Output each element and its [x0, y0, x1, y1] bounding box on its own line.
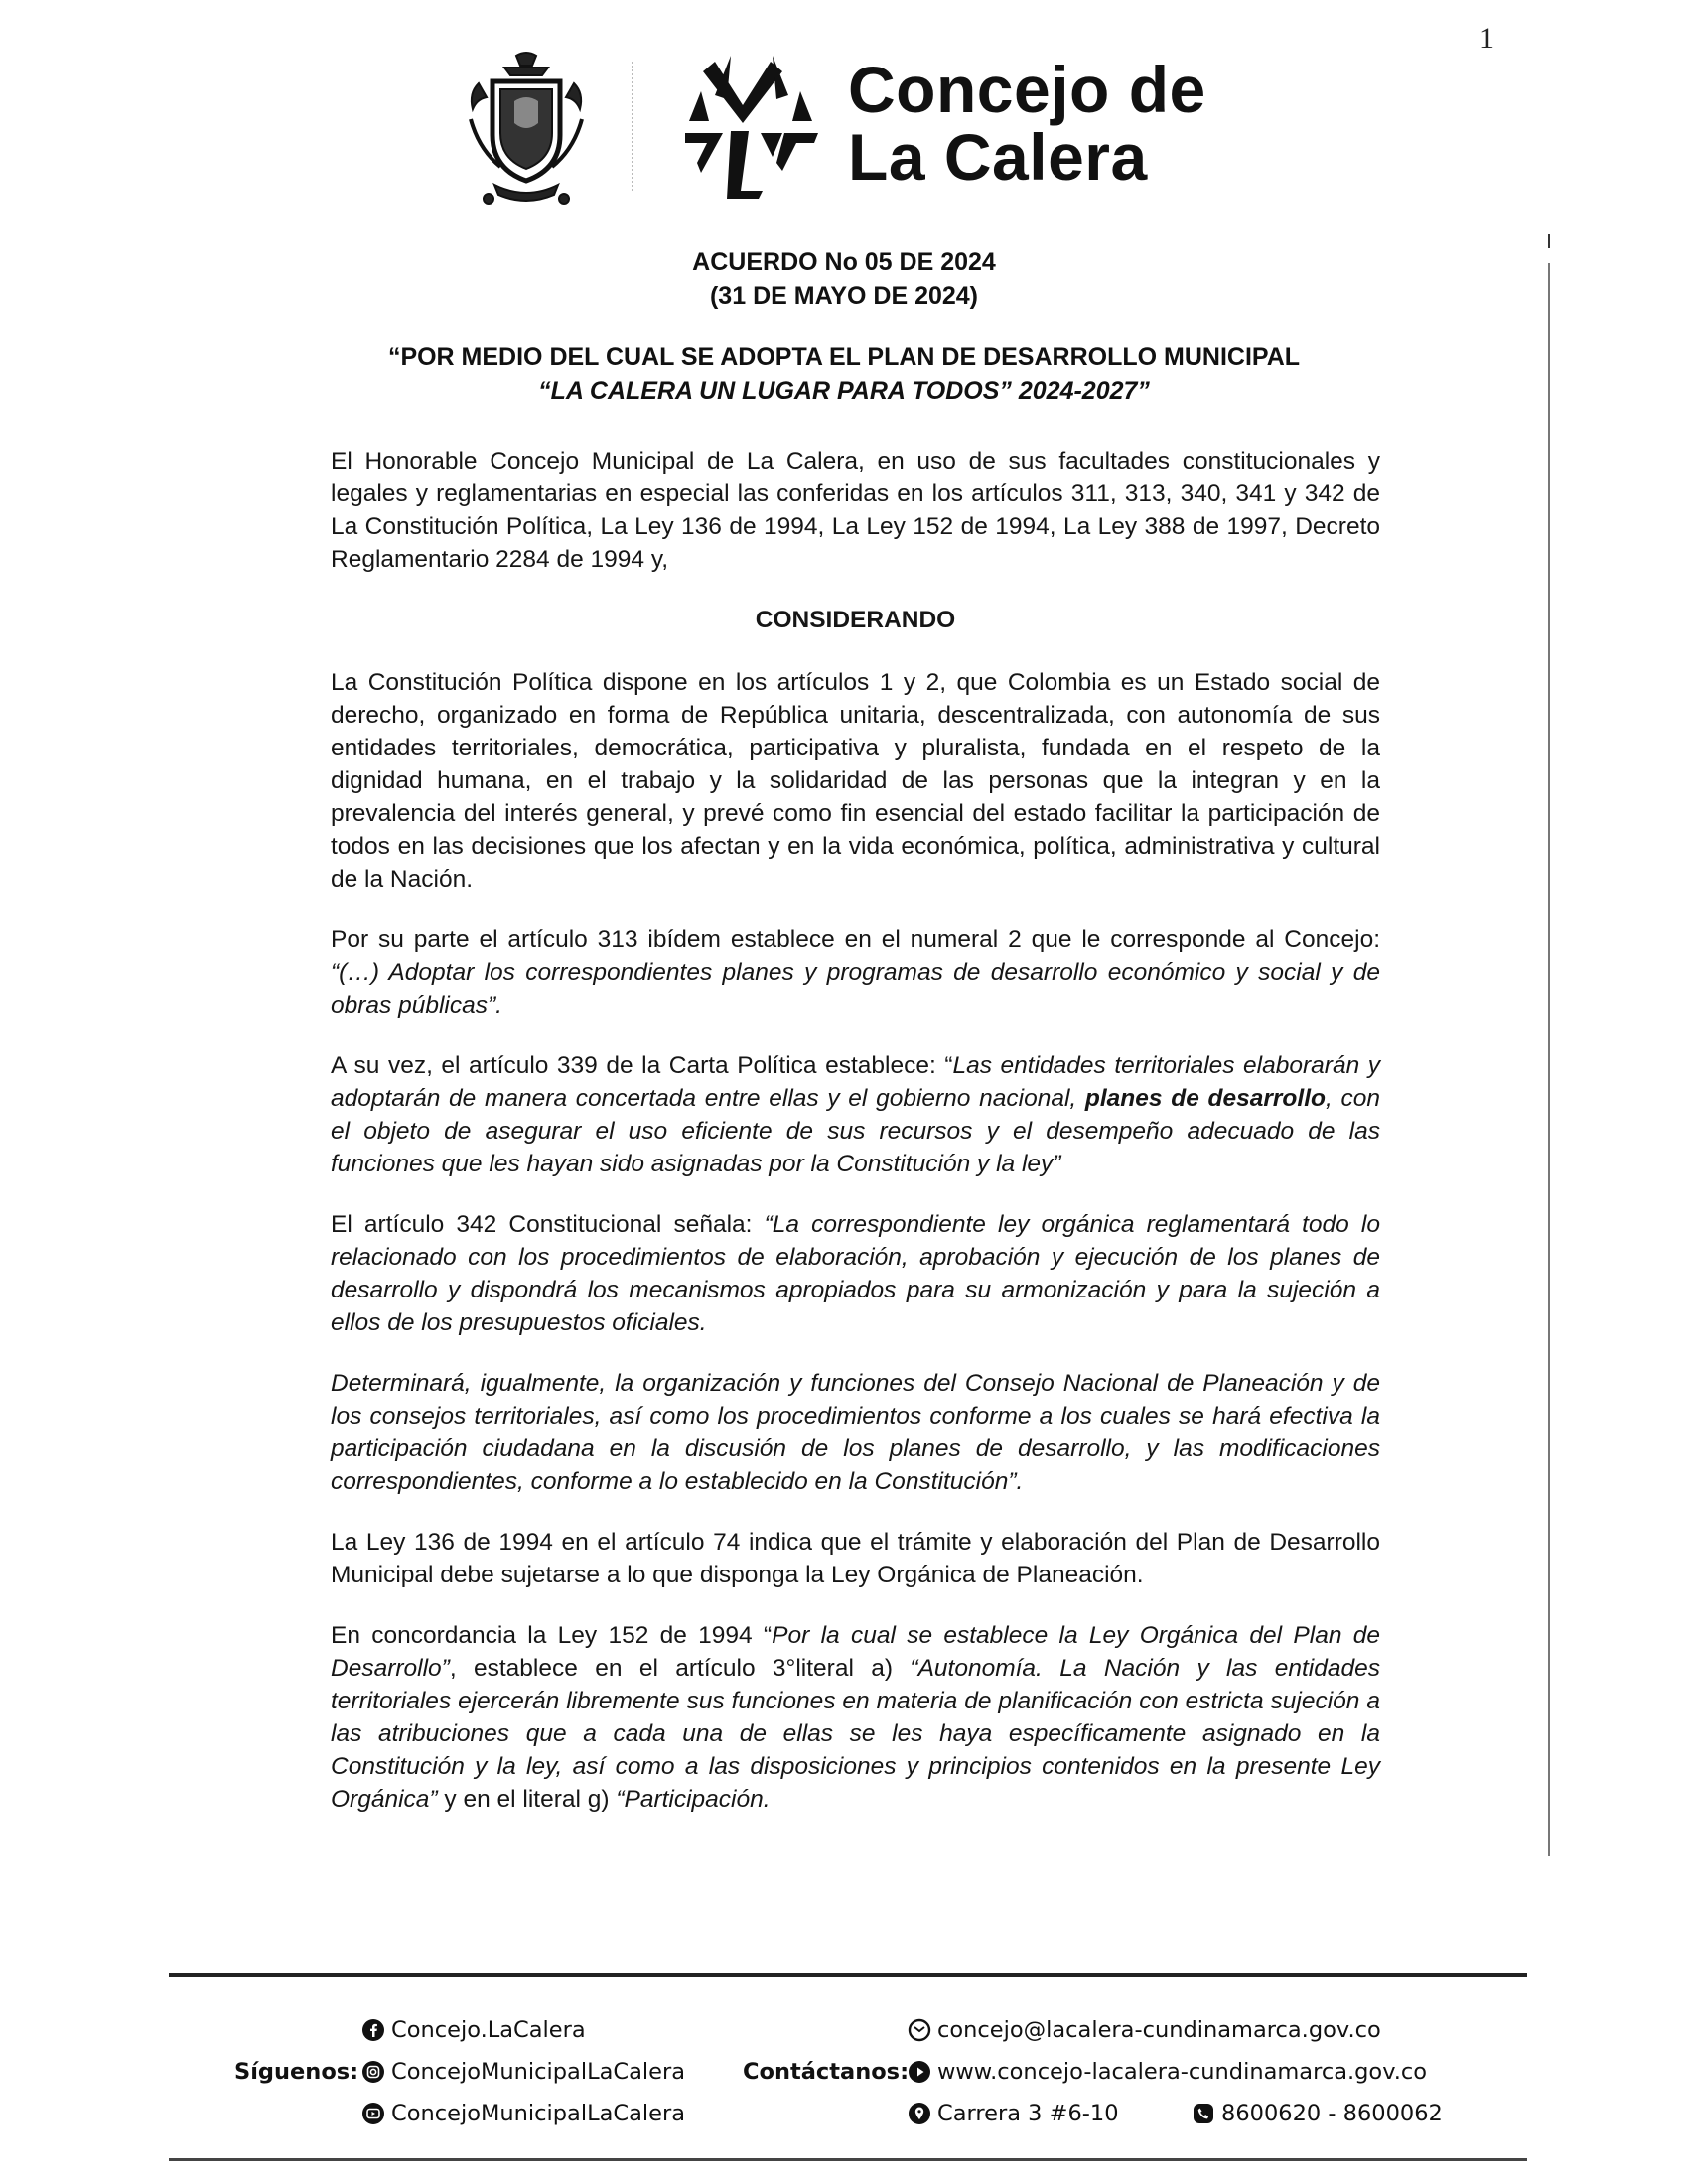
contact-label: Contáctanos: — [743, 2059, 910, 2085]
address-text: Carrera 3 #6-10 — [937, 2101, 1119, 2126]
facebook-handle: Concejo.LaCalera — [391, 2017, 586, 2043]
location-icon — [908, 2102, 931, 2125]
document-body — [331, 445, 1380, 1843]
phone-numbers: 8600620 - 8600062 — [1221, 2101, 1443, 2126]
phone-item — [1192, 2101, 1443, 2126]
follow-label: Síguenos: — [234, 2059, 359, 2085]
crest-emblem-icon — [465, 50, 588, 208]
margin-tick — [1548, 234, 1550, 248]
email-link[interactable] — [908, 2017, 1381, 2043]
website-link[interactable] — [908, 2059, 1427, 2085]
web-icon — [908, 2060, 931, 2084]
plan-name: “LA CALERA UN LUGAR PARA TODOS” 2024-2027” — [538, 377, 1150, 405]
concejo-logo-mark-icon — [681, 52, 820, 201]
article-339-quote-a: Las entidades territoriales elaborarán y adoptarán de manera concertada entre ellas y el gobierno nacional, — [331, 1052, 1380, 1112]
logo-line-1: Concejo de — [848, 53, 1206, 126]
article-339-lead: A su vez, el artículo 339 de la Carta Política establece: “ — [331, 1052, 953, 1079]
ley-152-mid: , establece en el artículo 3°literal a) — [449, 1655, 911, 1682]
page-number-mark: 1 — [1479, 22, 1494, 55]
address-item — [908, 2101, 1119, 2126]
footer — [0, 2007, 1688, 2146]
article-342-quote: “La correspondiente ley orgánica reglamentará todo lo relacionado con los procedimientos de elaboración, aprobación y ejecución de los planes de desarrollo y dispondrá los mecanismos apropiados para su armonización y para la sujeción a ellos de los presupuestos oficiales. — [331, 1211, 1381, 1336]
article-313-quote: “(…) Adoptar los correspondientes planes y programas de desarrollo económico y social y de obras públicas”. — [331, 959, 1380, 1019]
instagram-icon — [361, 2060, 385, 2084]
instagram-link[interactable] — [361, 2059, 685, 2085]
margin-rule — [1548, 263, 1550, 1856]
paragraph-determinara — [331, 1367, 1380, 1498]
paragraph-ley-152 — [331, 1619, 1380, 1816]
article-342-lead: El artículo 342 Constitucional señala: — [331, 1211, 765, 1238]
facebook-link[interactable] — [361, 2017, 586, 2043]
concejo-logo-text — [848, 53, 1206, 194]
acuerdo-subject: “POR MEDIO DEL CUAL SE ADOPTA EL PLAN DE DESARROLLO MUNICIPAL — [387, 343, 1301, 371]
website-url: www.concejo-lacalera-cundinamarca.gov.co — [937, 2059, 1428, 2085]
ley-152-tail: y en el literal g) — [437, 1786, 617, 1813]
email-icon — [908, 2018, 931, 2042]
paragraph-article-342 — [331, 1208, 1380, 1339]
article-313-lead: Por su parte el artículo 313 ibídem establece en el numeral 2 que le corresponde al Concejo: — [331, 926, 1380, 953]
youtube-icon — [361, 2102, 385, 2125]
article-339-quote-b: , con el objeto de asegurar el uso eficiente de sus recursos y el desempeño adecuado de las funciones que les hayan sido asignadas por la Constitución y la ley” — [331, 1085, 1380, 1177]
paragraph-article-339 — [331, 1049, 1380, 1180]
paragraph-constitution: La Constitución Política dispone en los artículos 1 y 2, que Colombia es un Estado social de derecho, organizado en forma de República unitaria, descentralizada, con autonomía de sus entidades territoriales, democrática, participativa y pluralista, fundada en el respeto de la dignidad humana, en el trabajo y la solidaridad de las personas que la integran y en la prevalencia del interés general, y prevé como fin esencial del estado facilitar la participación de todos en las decisiones que los afectan y en la vida económica, política, administrativa y cultural de la Nación. — [331, 669, 1380, 892]
paragraph-article-313 — [331, 923, 1380, 1022]
footer-top-rule — [169, 1973, 1527, 1977]
facebook-icon — [361, 2018, 385, 2042]
article-339-bold: planes de desarrollo — [1084, 1085, 1326, 1112]
youtube-handle: ConcejoMunicipalLaCalera — [391, 2101, 686, 2126]
determinara-quote: Determinará, igualmente, la organización y funciones del Consejo Nacional de Planeación y de los consejos territoriales, así como los procedimientos conforme a los cuales se hará efectiva la participación ciudadana en la discusión de los planes de desarrollo, y las modificaciones correspondientes, conforme a lo establecido en la Constitución”. — [331, 1370, 1380, 1495]
header-divider — [632, 62, 633, 191]
footer-bottom-rule — [169, 2158, 1527, 2161]
considerando-heading: CONSIDERANDO — [755, 607, 956, 633]
ley-152-lead: En concordancia la Ley 152 de 1994 “ — [331, 1622, 773, 1649]
instagram-handle: ConcejoMunicipalLaCalera — [391, 2059, 686, 2085]
email-address: concejo@lacalera-cundinamarca.gov.co — [937, 2017, 1381, 2043]
preamble-paragraph: El Honorable Concejo Municipal de La Calera, en uso de sus facultades constitucionales y legales y reglamentarias en especial las conferidas en los artículos 311, 313, 340, 341 y 342 de La Constitución Política, La Ley 136 de 1994, La Ley 152 de 1994, La Ley 388 de 1997, Decreto Reglamentario 2284 de 1994 y, — [331, 448, 1380, 573]
logo-line-2: La Calera — [848, 120, 1148, 194]
youtube-link[interactable] — [361, 2101, 685, 2126]
phone-icon — [1192, 2102, 1215, 2125]
ley-152-quote-2: “Autonomía. La Nación y las entidades territoriales ejercerán libremente sus funciones en materia de planificación con estricta sujeción a las atribuciones que a cada una de ellas se les haya específicamente asignado en la Constitución y la ley, así como a las disposiciones y principios contenidos en la presente Ley Orgánica” — [331, 1655, 1380, 1813]
ley-152-quote-3: “Participación. — [616, 1786, 771, 1813]
paragraph-ley-136: La Ley 136 de 1994 en el artículo 74 indica que el trámite y elaboración del Plan de Desarrollo Municipal debe sujetarse a lo que disponga la Ley Orgánica de Planeación. — [331, 1529, 1380, 1588]
acuerdo-number: ACUERDO No 05 DE 2024 — [692, 248, 996, 276]
ley-152-quote-1: Por la cual se establece la Ley Orgánica del Plan de Desarrollo” — [331, 1622, 1380, 1682]
acuerdo-date: (31 DE MAYO DE 2024) — [709, 282, 979, 310]
